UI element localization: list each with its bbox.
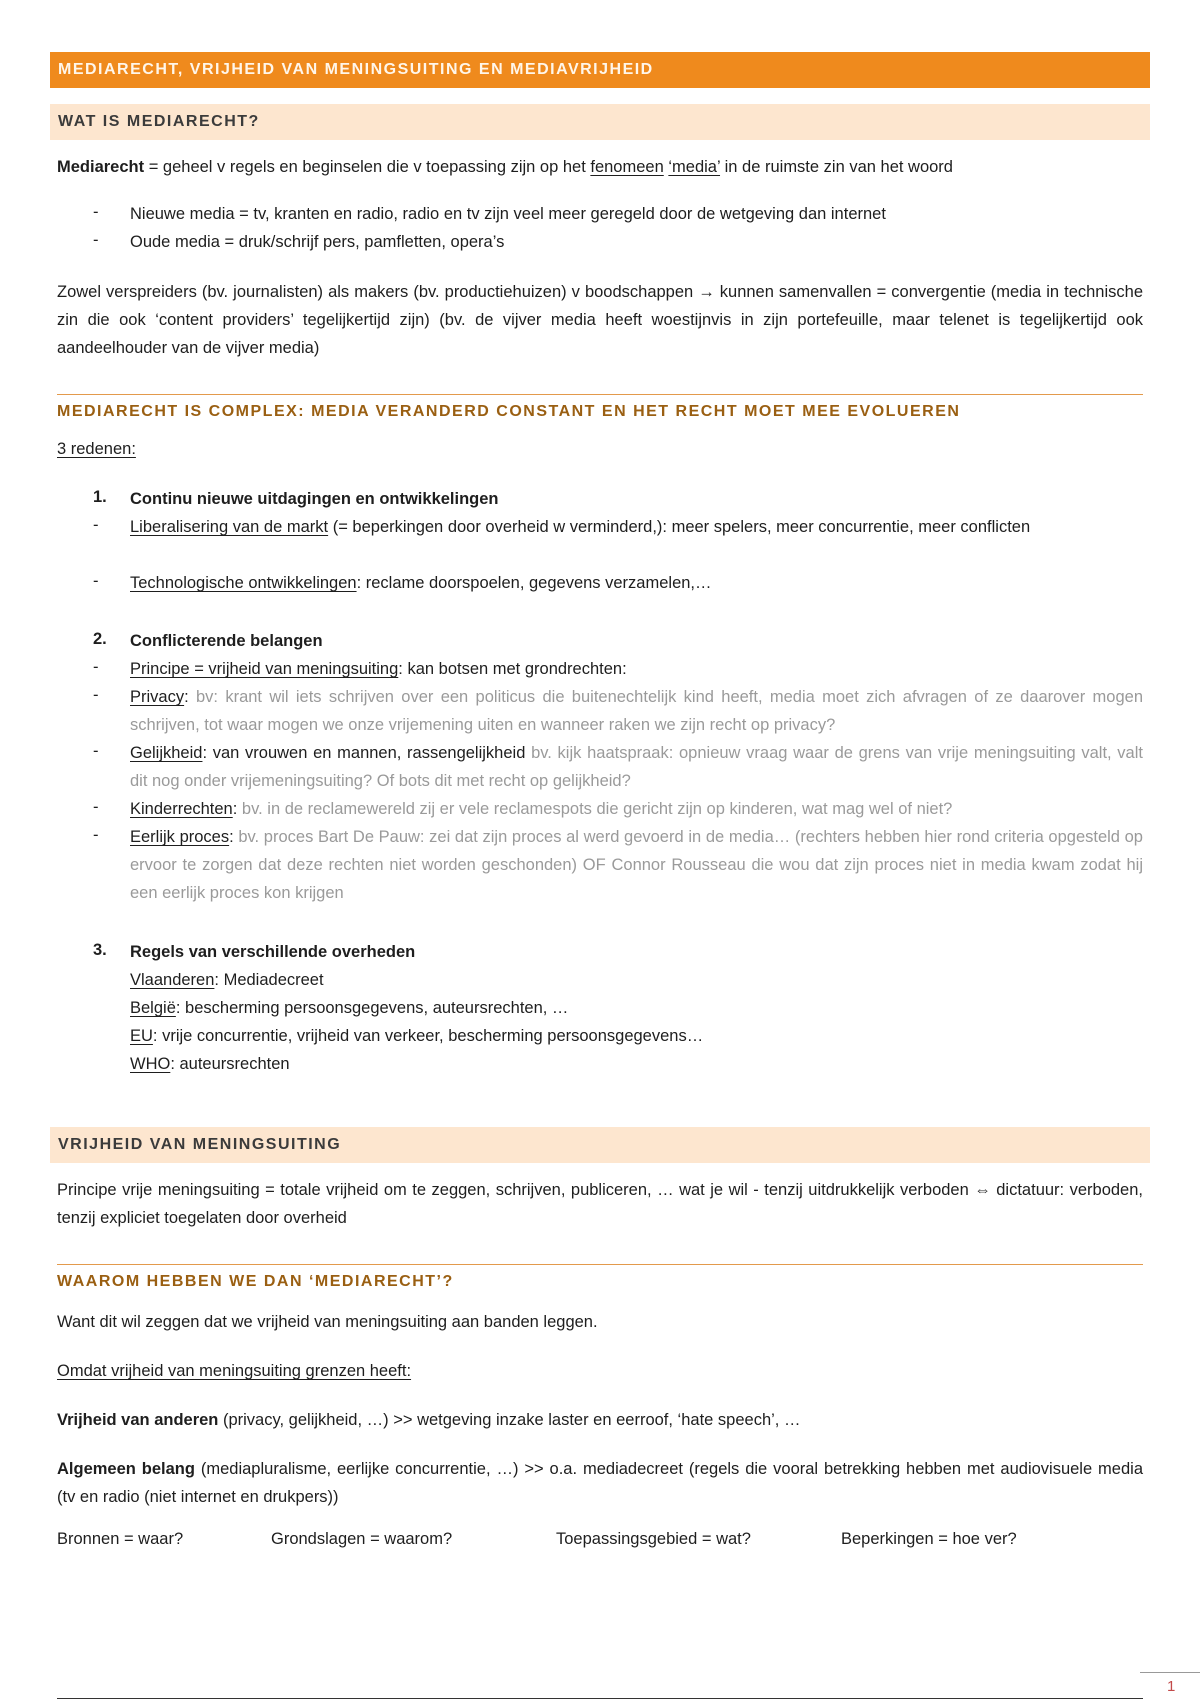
algemeen-belang-text: (mediapluralisme, eerlijke concurrentie, …) >> o.a. mediadecreet (regels die vooral betrekking hebben met audiovisuele media (tv en radio (niet internet en drukpers)) xyxy=(57,1460,1143,1506)
footer-rule xyxy=(57,1698,1143,1699)
algemeen-belang-term: Algemeen belang xyxy=(57,1460,195,1478)
algemeen-belang-paragraph xyxy=(57,1455,1143,1511)
bullet-technologische xyxy=(130,569,1143,597)
bullet-principe xyxy=(130,655,1143,683)
grenzen-subheading: Omdat vrijheid van meningsuiting grenzen heeft: xyxy=(57,1362,412,1380)
definition-paragraph xyxy=(57,153,1147,181)
bullet-eerlijk-proces-colon: : xyxy=(229,828,239,846)
convergence-paragraph: Zowel verspreiders (bv. journalisten) als makers (bv. productiehuizen) v boodschappen → kunnen samenvallen = convergentie (media in technische zin die ook ‘content providers’ tegelijkertijd zijn) (bv. de vijver media heeft woestijnvis in zijn portefeuille, maar telenet is tegelijkertijd ook aandeelhouder van de vijver media) xyxy=(57,283,1143,357)
section-heading-vrijheid: VRIJHEID VAN MENINGSUITING xyxy=(50,1127,1150,1163)
bullet-gelijkheid-example: bv. kijk haatspraak: opnieuw vraag waar de grens van vrije meningsuiting valt, valt dit nog onder vrijemeningsuiting? Of bots dit met recht op gelijkheid? xyxy=(130,744,1143,790)
level-who-term: WHO xyxy=(130,1055,171,1073)
bullet-kinderrechten-term: Kinderrechten xyxy=(130,800,233,818)
definition-underlined-fenomeen: fenomeen xyxy=(590,158,664,176)
vrijheid-anderen-paragraph xyxy=(57,1406,1143,1434)
bullet-principe-term: Principe = vrijheid van meningsuiting xyxy=(130,660,399,678)
document-title-bar: MEDIARECHT, VRIJHEID VAN MENINGSUITING EN MEDIAVRIJHEID xyxy=(50,52,1150,88)
level-belgie xyxy=(130,994,1143,1022)
vrijheid-anderen-text: (privacy, gelijkheid, …) >> wetgeving inzake laster en eerroof, ‘hate speech’, … xyxy=(218,1411,801,1429)
level-eu-text: : vrije concurrentie, vrijheid van verkeer, bescherming persoonsgegevens… xyxy=(152,1027,704,1045)
section-heading-waarom: WAAROM HEBBEN WE DAN ‘MEDIARECHT’? xyxy=(57,1264,1143,1291)
bullet-privacy-example: bv: krant wil iets schrijven over een politicus die buitenechtelijk kind heeft, media moet zich afvragen of ze daarover mogen schrijven, tot waar mogen we onze vrijemening uiten en wanneer raken we zijn recht op privacy? xyxy=(130,688,1143,734)
bullet-liberalisering xyxy=(130,513,1143,541)
definition-underlined-media: ‘media’ xyxy=(668,158,721,176)
reason-title-1: Continu nieuwe uitdagingen en ontwikkelingen xyxy=(130,490,499,508)
label-toepassingsgebied: Toepassingsgebied = wat? xyxy=(556,1530,751,1548)
bullet-kinderrechten xyxy=(130,795,1143,823)
level-eu-term: EU xyxy=(130,1027,153,1045)
bullet-liberalisering-text: (= beperkingen door overheid w verminderd,): meer spelers, meer concurrentie, meer conflicten xyxy=(328,518,1031,536)
level-eu xyxy=(130,1022,1143,1050)
bullet-dash: - xyxy=(93,742,99,760)
level-vlaanderen xyxy=(130,966,1143,994)
page-number: 1 xyxy=(1167,1678,1176,1695)
bullet-gelijkheid-term: Gelijkheid xyxy=(130,744,203,762)
bullet-privacy-colon: : xyxy=(184,688,196,706)
bullet-dash: - xyxy=(93,826,99,844)
bullet-nieuwe-media: Nieuwe media = tv, kranten en radio, radio en tv zijn veel meer geregeld door de wetgeving dan internet xyxy=(130,205,886,223)
bullet-privacy-term: Privacy xyxy=(130,688,185,706)
vrijheid-anderen-term: Vrijheid van anderen xyxy=(57,1411,219,1429)
definition-term: Mediarecht xyxy=(57,158,145,176)
bullet-dash: - xyxy=(93,231,99,249)
definition-text: = geheel v regels en beginselen die v toepassing zijn op het xyxy=(144,158,591,176)
level-belgie-term: België xyxy=(130,999,176,1017)
label-grondslagen: Grondslagen = waarom? xyxy=(271,1530,453,1548)
bullet-technologische-term: Technologische ontwikkelingen xyxy=(130,574,357,592)
label-bronnen: Bronnen = waar? xyxy=(57,1530,184,1548)
level-who xyxy=(130,1050,1143,1078)
bullet-oude-media: Oude media = druk/schrijf pers, pamfletten, opera’s xyxy=(130,233,505,251)
bullet-gelijkheid-text: : van vrouwen en mannen, rassengelijkheid xyxy=(202,744,532,762)
reasons-intro: 3 redenen: xyxy=(57,440,136,458)
reason-number-3: 3. xyxy=(93,941,107,959)
vrijheid-paragraph: Principe vrije meningsuiting = totale vrijheid om te zeggen, schrijven, publiceren, … wat je wil - tenzij uitdrukkelijk verboden ⇔ dictatuur: verboden, tenzij expliciet toegelaten door overheid xyxy=(57,1181,1143,1227)
bullet-eerlijk-proces xyxy=(130,823,1143,907)
bullet-principe-text: : kan botsen met grondrechten: xyxy=(398,660,627,678)
bullet-kinderrechten-colon: : xyxy=(232,800,242,818)
bullet-dash: - xyxy=(93,516,99,534)
label-beperkingen: Beperkingen = hoe ver? xyxy=(841,1530,1017,1548)
page-number-rule xyxy=(1140,1672,1200,1673)
bullet-dash: - xyxy=(93,203,99,221)
bullet-privacy xyxy=(130,683,1143,739)
bullet-gelijkheid xyxy=(130,739,1143,795)
waarom-paragraph: Want dit wil zeggen dat we vrijheid van meningsuiting aan banden leggen. xyxy=(57,1313,598,1331)
bullet-dash: - xyxy=(93,658,99,676)
section-heading-complex: MEDIARECHT IS COMPLEX: MEDIA VERANDERD CONSTANT EN HET RECHT MOET MEE EVOLUEREN xyxy=(57,394,1143,421)
reason-title-3: Regels van verschillende overheden xyxy=(130,943,416,961)
level-vlaanderen-term: Vlaanderen xyxy=(130,971,215,989)
section-heading-wat-is-mediarecht: WAT IS MEDIARECHT? xyxy=(50,104,1150,140)
definition-text-end: in de ruimste zin van het woord xyxy=(720,158,953,176)
bullet-dash: - xyxy=(93,686,99,704)
reason-number-2: 2. xyxy=(93,630,107,648)
level-who-text: : auteursrechten xyxy=(170,1055,290,1073)
bullet-eerlijk-proces-term: Eerlijk proces xyxy=(130,828,230,846)
bullet-dash: - xyxy=(93,798,99,816)
bullet-technologische-text: : reclame doorspoelen, gegevens verzamelen,… xyxy=(356,574,712,592)
level-vlaanderen-text: : Mediadecreet xyxy=(214,971,324,989)
bullet-dash: - xyxy=(93,572,99,590)
reason-title-2: Conflicterende belangen xyxy=(130,632,323,650)
reason-number-1: 1. xyxy=(93,488,107,506)
bullet-kinderrechten-example: bv. in de reclamewereld zij er vele reclamespots die gericht zijn op kinderen, wat mag wel of niet? xyxy=(241,800,953,818)
level-belgie-text: : bescherming persoonsgegevens, auteursrechten, … xyxy=(175,999,569,1017)
bullet-eerlijk-proces-example: bv. proces Bart De Pauw: zei dat zijn proces al werd gevoerd in de media… (rechters hebben hier rond criteria opgesteld op ervoor te zorgen dat deze rechten niet worden geschonden) OF Connor Rousseau die wou dat zijn proces niet in media kwam zodat hij een eerlijk proces kon krijgen xyxy=(130,828,1143,902)
bullet-liberalisering-term: Liberalisering van de markt xyxy=(130,518,329,536)
